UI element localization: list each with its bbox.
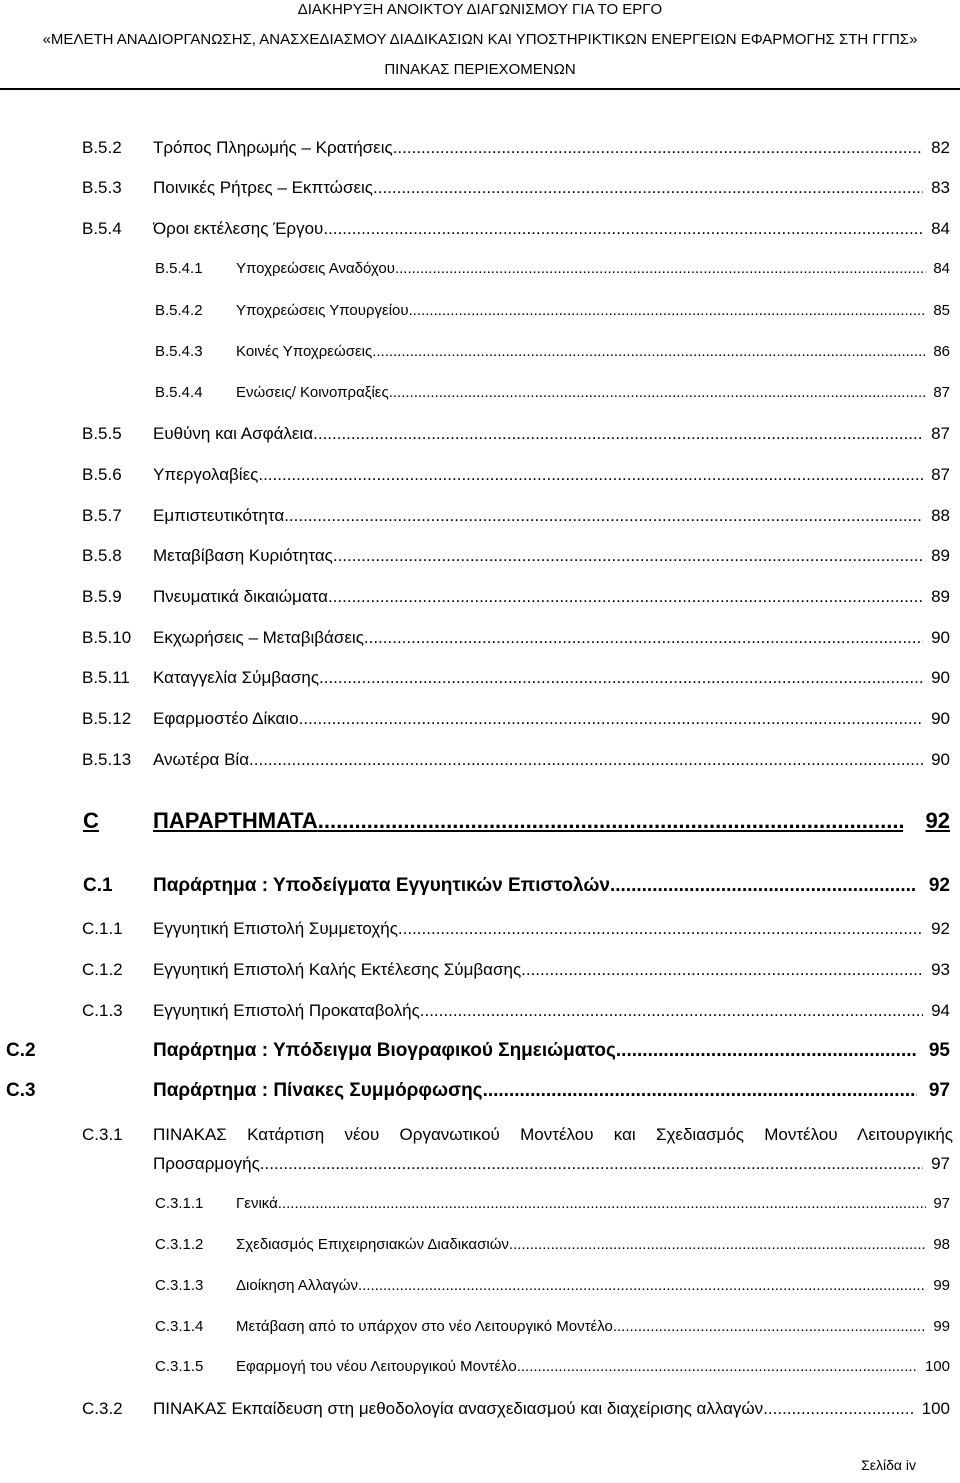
toc-entry-page: 97 (931, 1154, 950, 1173)
toc-entry-page: 92 (925, 808, 950, 833)
toc-entry-page: 87 (933, 384, 950, 401)
toc-entry-page: 99 (933, 1318, 950, 1335)
toc-entry-title: Καταγγελία Σύμβασης ..... (153, 667, 923, 689)
toc-entry-page: 97 (928, 1080, 950, 1101)
toc-entry-title: Τρόπος Πληρωμής – Κρατήσεις ..... (153, 137, 923, 159)
toc-entry-title: Υποχρεώσεις Υπουργείου ..... (236, 301, 926, 321)
toc-entry-number: B.5.8 (82, 546, 122, 565)
toc-entry-title: Πνευματικά δικαιώματα ..... (153, 586, 923, 608)
toc-entry-number: B.5.3 (82, 178, 122, 197)
toc-entry-title-line-1: ΠΙΝΑΚΑΣ Κατάρτιση νέου Οργανωτικού Μοντέλου και Σχεδιασμός Μοντέλου Λειτουργικής (153, 1125, 953, 1144)
toc-entry-page: 87 (931, 424, 950, 443)
toc-entry-page: 84 (931, 219, 950, 238)
toc-entry-page: 84 (933, 260, 950, 277)
toc-entry-number: B.5.10 (82, 628, 132, 647)
toc-entry-page: 100 (924, 1358, 950, 1375)
toc-entry-title: Εκχωρήσεις – Μεταβιβάσεις ..... (153, 627, 923, 649)
toc-entry-title: Μετάβαση από το υπάρχον στο νέο Λειτουργικό Μοντέλο ..... (236, 1317, 926, 1337)
toc-entry-number: C.1.1 (82, 919, 123, 938)
toc-entry-page: 95 (928, 1040, 950, 1061)
toc-entry-number: B.5.6 (82, 465, 122, 484)
toc-entry-number: B.5.5 (82, 424, 122, 443)
toc-entry-number: C (83, 808, 99, 833)
toc-entry-number: B.5.4.3 (155, 343, 203, 360)
toc-entry-number: C.3.2 (82, 1399, 123, 1418)
toc-entry-title: Ευθύνη και Ασφάλεια ..... (153, 423, 923, 445)
toc-entry-title: Σχεδιασμός Επιχειρησιακών Διαδικασιών ..... (236, 1235, 926, 1255)
page-number-footer: Σελίδα iv (861, 1457, 916, 1473)
toc-entry-page: 87 (931, 465, 950, 484)
toc-entry-page: 92 (928, 875, 950, 896)
toc-entry-number: C.3.1.1 (155, 1195, 204, 1212)
toc-entry-page: 93 (931, 960, 950, 979)
toc-entry-number: C.3.1.3 (155, 1277, 204, 1294)
toc-entry-number: C.3 (6, 1080, 36, 1101)
toc-entry-number: B.5.11 (82, 668, 130, 687)
toc-entry-page: 99 (933, 1277, 950, 1294)
toc-entry-page: 83 (931, 178, 950, 197)
toc-entry-title: Διοίκηση Αλλαγών ..... (236, 1276, 926, 1296)
toc-entry-page: 98 (933, 1236, 950, 1253)
toc-entry-page: 97 (933, 1195, 950, 1212)
header-line-2: «ΜΕΛΕΤΗ ΑΝΑΔΙΟΡΓΑΝΩΣΗΣ, ΑΝΑΣΧΕΔΙΑΣΜΟΥ ΔΙΑΔΙΚΑΣΙΩΝ ΚΑΙ ΥΠΟΣΤΗΡΙΚΤΙΚΩΝ ΕΝΕΡΓΕΙΩΝ ΕΦΑΡΜΟΓΗΣ ΣΤΗ ΓΓΠΣ» (42, 31, 918, 48)
toc-entry-page: 86 (933, 343, 950, 360)
toc-entry-title: Μεταβίβαση Κυριότητας ..... (153, 545, 923, 567)
toc-entry-number: C.3.1.2 (155, 1236, 204, 1253)
toc-entry-number: B.5.7 (82, 506, 122, 525)
toc-entry-number: B.5.13 (82, 750, 132, 769)
toc-entry-title: ΠΙΝΑΚΑΣ Εκπαίδευση στη μεθοδολογία ανασχεδιασμού και διαχείρισης αλλαγών ..... (153, 1398, 913, 1420)
toc-entry-title: Παράρτημα : Υποδείγματα Εγγυητικών Επιστολών ..... (153, 874, 917, 898)
toc-entry-page: 94 (931, 1001, 950, 1020)
toc-entry-number: C.1 (83, 875, 113, 896)
toc-entry-number: C.1.3 (82, 1001, 123, 1020)
toc-entry-title: Εφαρμοστέο Δίκαιο ..... (153, 708, 923, 730)
toc-entry-number: B.5.2 (82, 138, 122, 157)
toc-entry-title: Γενικά ..... (236, 1194, 926, 1214)
toc-entry-title: Προσαρμογής ..... (153, 1153, 923, 1175)
toc-entry-page: 90 (931, 750, 950, 769)
toc-entry-page: 100 (921, 1399, 950, 1418)
toc-entry-number: C.1.2 (82, 960, 123, 979)
toc-entry-number: C.3.1 (82, 1125, 123, 1144)
toc-entry-title: Ανωτέρα Βία ..... (153, 749, 923, 771)
toc-entry-title: Παράρτημα : Πίνακες Συμμόρφωσης ..... (153, 1079, 917, 1103)
toc-entry-page: 88 (931, 506, 950, 525)
toc-entry-page: 92 (931, 919, 950, 938)
toc-entry-page: 82 (931, 138, 950, 157)
toc-entry-title: Εμπιστευτικότητα ..... (153, 505, 923, 527)
toc-entry-title: ΠΑΡΑΡΤΗΜΑΤΑ ..... (153, 807, 903, 835)
toc-entry-title: Κοινές Υποχρεώσεις ..... (236, 342, 926, 362)
toc-entry-number: C.3.1.5 (155, 1358, 204, 1375)
toc-entry-page: 90 (931, 628, 950, 647)
toc-entry-title: Ενώσεις/ Κοινοπραξίες ..... (236, 383, 926, 403)
toc-entry-title: Παράρτημα : Υπόδειγμα Βιογραφικού Σημειώματος ..... (153, 1039, 917, 1063)
toc-entry-title: Όροι εκτέλεσης Έργου ..... (153, 218, 923, 240)
toc-entry-number: B.5.12 (82, 709, 132, 728)
toc-entry-number: B.5.4 (82, 219, 122, 238)
toc-entry-number: B.5.4.2 (155, 302, 203, 319)
header-line-1: ΔΙΑΚΗΡΥΞΗ ΑΝΟΙΚΤΟΥ ΔΙΑΓΩΝΙΣΜΟΥ ΓΙΑ ΤΟ ΕΡΓΟ (297, 1, 663, 18)
toc-entry-number: B.5.4.1 (155, 260, 203, 277)
toc-entry-title: Υποχρεώσεις Αναδόχου ..... (236, 259, 926, 279)
toc-entry-page: 90 (931, 709, 950, 728)
toc-entry-title: Εγγυητική Επιστολή Συμμετοχής ..... (153, 918, 923, 940)
toc-entry-title: Εγγυητική Επιστολή Καλής Εκτέλεσης Σύμβασης ..... (153, 959, 923, 981)
toc-entry-title: Ποινικές Ρήτρες – Εκπτώσεις ..... (153, 177, 923, 199)
toc-entry-title: Εγγυητική Επιστολή Προκαταβολής ..... (153, 1000, 923, 1022)
toc-entry-page: 89 (931, 587, 950, 606)
toc-entry-page: 90 (931, 668, 950, 687)
toc-entry-number: C.2 (6, 1040, 36, 1061)
toc-entry-title: Εφαρμογή του νέου Λειτουργικού Μοντέλο ..... (236, 1357, 916, 1377)
toc-entry-page: 89 (931, 546, 950, 565)
toc-entry-page: 85 (933, 302, 950, 319)
header-line-3: ΠΙΝΑΚΑΣ ΠΕΡΙΕΧΟΜΕΝΩΝ (384, 61, 576, 78)
toc-entry-number: B.5.9 (82, 587, 122, 606)
toc-entry-title: Υπεργολαβίες ..... (153, 464, 923, 486)
toc-entry-number: B.5.4.4 (155, 384, 203, 401)
toc-entry-number: C.3.1.4 (155, 1318, 204, 1335)
